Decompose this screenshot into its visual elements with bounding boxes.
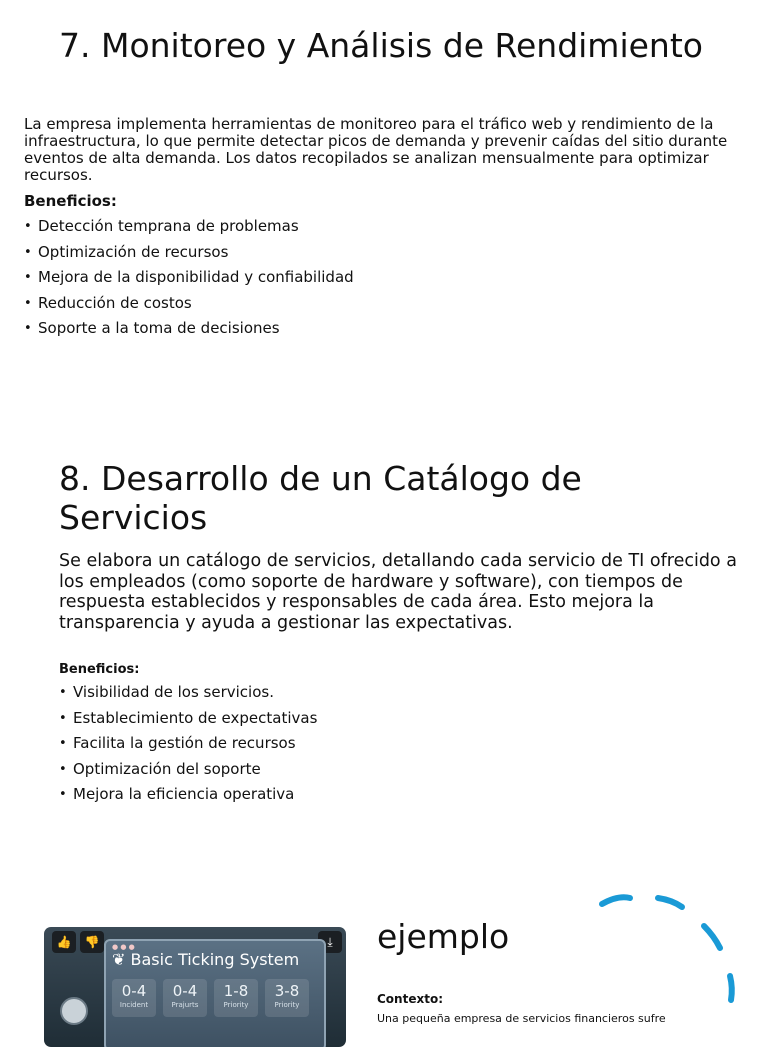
list-item: • Soporte a la toma de decisiones — [24, 316, 354, 342]
butterfly-icon: ❦ — [112, 950, 126, 969]
metric-label: Prajurts — [171, 1001, 199, 1009]
metric-label: Priority — [274, 1001, 300, 1009]
metric-value: 3-8 — [274, 982, 300, 1000]
context-text: Una pequeña empresa de servicios financieros sufre — [377, 1012, 666, 1025]
download-icon[interactable]: ⤓ — [318, 931, 342, 953]
screen-title — [112, 949, 312, 969]
section-8-paragraph: Se elabora un catálogo de servicios, detallando cada servicio de TI ofrecido a los empleados (como soporte de hardware y software), con tiempos de respuesta establecidos y responsables de cada área. Esto mejora la transparencia y ayuda a gestionar las expectativas. — [59, 551, 737, 634]
metric-tile — [265, 979, 309, 1017]
ticket-system-screen — [104, 939, 326, 1047]
window-dots-icon: ● ● ● — [112, 943, 135, 951]
dial-icon — [60, 997, 88, 1025]
thumbs-up-icon[interactable]: 👍 — [52, 931, 76, 953]
context-label: Contexto: — [377, 992, 443, 1006]
metric-tile — [163, 979, 207, 1017]
section-8-title: 8. Desarrollo de un Catálogo de Servicios — [59, 459, 582, 537]
example-image-card — [44, 927, 346, 1047]
metric-label: Incident — [119, 1001, 149, 1009]
list-item: • Optimización de recursos — [24, 240, 354, 266]
list-item: • Optimización del soporte — [59, 757, 317, 783]
thumbs-down-icon[interactable]: 👎 — [80, 931, 104, 953]
screen-title-text: Basic Ticking System — [130, 950, 300, 969]
list-item: • Mejora la eficiencia operativa — [59, 782, 317, 808]
metric-label: Priority — [223, 1001, 249, 1009]
section-7-paragraph: La empresa implementa herramientas de monitoreo para el tráfico web y rendimiento de la infraestructura, lo que permite detectar picos de demanda y prevenir caídas del sitio durante eventos de alta demanda. Los datos recopilados se analizan mensualmente para optimizar recursos. — [24, 115, 728, 184]
list-item: • Visibilidad de los servicios. — [59, 680, 317, 706]
list-item: • Facilita la gestión de recursos — [59, 731, 317, 757]
metric-tile — [214, 979, 258, 1017]
metric-value: 0-4 — [172, 982, 198, 1000]
section-7-benefits-label: Beneficios: — [24, 192, 117, 210]
section-8-benefits-list — [59, 680, 317, 808]
list-item: • Reducción de costos — [24, 291, 354, 317]
list-item: • Establecimiento de expectativas — [59, 706, 317, 732]
decorative-arc-icon — [596, 890, 746, 1015]
metric-tile — [112, 979, 156, 1017]
list-item: • Detección temprana de problemas — [24, 214, 354, 240]
example-title: ejemplo — [377, 917, 510, 956]
section-7-title: 7. Monitoreo y Análisis de Rendimiento — [59, 26, 703, 65]
list-item: • Mejora de la disponibilidad y confiabilidad — [24, 265, 354, 291]
section-7-benefits-list — [24, 214, 354, 342]
metric-value: 0-4 — [121, 982, 147, 1000]
section-8-benefits-label: Beneficios: — [59, 662, 140, 677]
metric-value: 1-8 — [223, 982, 249, 1000]
